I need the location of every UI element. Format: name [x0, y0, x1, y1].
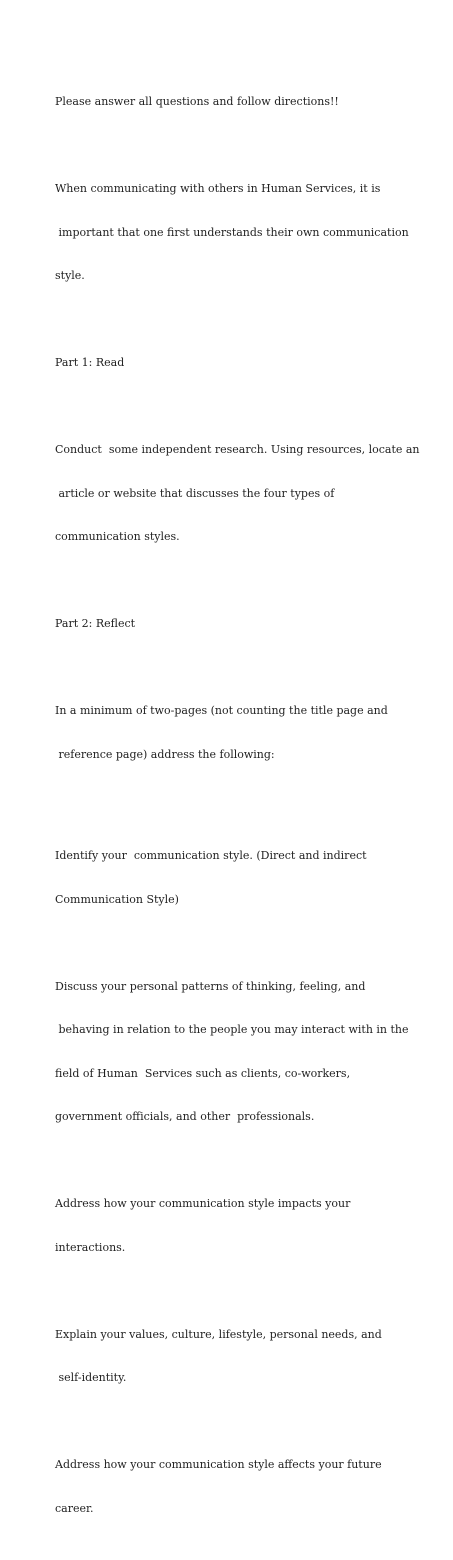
text-line: interactions.: [55, 1240, 126, 1254]
item-address-career: [55, 1429, 415, 1545]
text-line: In a minimum of two-pages (not counting the title page and: [55, 704, 388, 717]
text-line: When communicating with others in Human Services, it is: [55, 182, 381, 195]
text-line: Communication Style): [55, 892, 179, 906]
text-line: Part 2: Reflect: [55, 617, 136, 630]
text-line: field of Human Services such as clients, co-workers,: [55, 1066, 351, 1080]
text-line: style.: [55, 269, 85, 282]
part1-body: [55, 414, 420, 574]
text-line: Part 1: Read: [55, 356, 125, 369]
document-body: [55, 66, 420, 1560]
intro-paragraph: [55, 66, 415, 139]
context-paragraph: [55, 153, 415, 313]
text-line: important that one first understands their own communication: [55, 225, 409, 239]
part2-heading: [55, 588, 415, 661]
text-line: behaving in relation to the people you may interact with in the: [55, 1023, 409, 1036]
text-line: communication styles.: [55, 530, 180, 543]
text-line: Address how your communication style affects your future: [55, 1458, 382, 1471]
text-line: government officials, and other professionals.: [55, 1110, 315, 1123]
part2-body: [55, 675, 415, 791]
blank-line: [55, 806, 415, 821]
text-line: career.: [55, 1501, 94, 1515]
text-line: reference page) address the following:: [55, 747, 275, 761]
part1-heading: [55, 327, 415, 400]
text-line: Please answer all questions and follow directions!!: [55, 95, 339, 108]
text-line: self-identity.: [55, 1371, 127, 1384]
item-discuss: [55, 951, 415, 1154]
text-line: Conduct some independent research. Using resources, locate an: [55, 443, 420, 456]
text-line: Discuss your personal patterns of thinking, feeling, and: [55, 979, 366, 993]
text-line: Identify your communication style. (Direct and indirect: [55, 849, 367, 862]
item-explain: [55, 1299, 415, 1415]
text-line: article or website that discusses the four types of: [55, 486, 335, 500]
item-identify: [55, 820, 415, 936]
text-line: Address how your communication style impacts your: [55, 1197, 351, 1210]
text-line: Explain your values, culture, lifestyle, personal needs, and: [55, 1327, 382, 1341]
item-address-interactions: [55, 1168, 415, 1284]
